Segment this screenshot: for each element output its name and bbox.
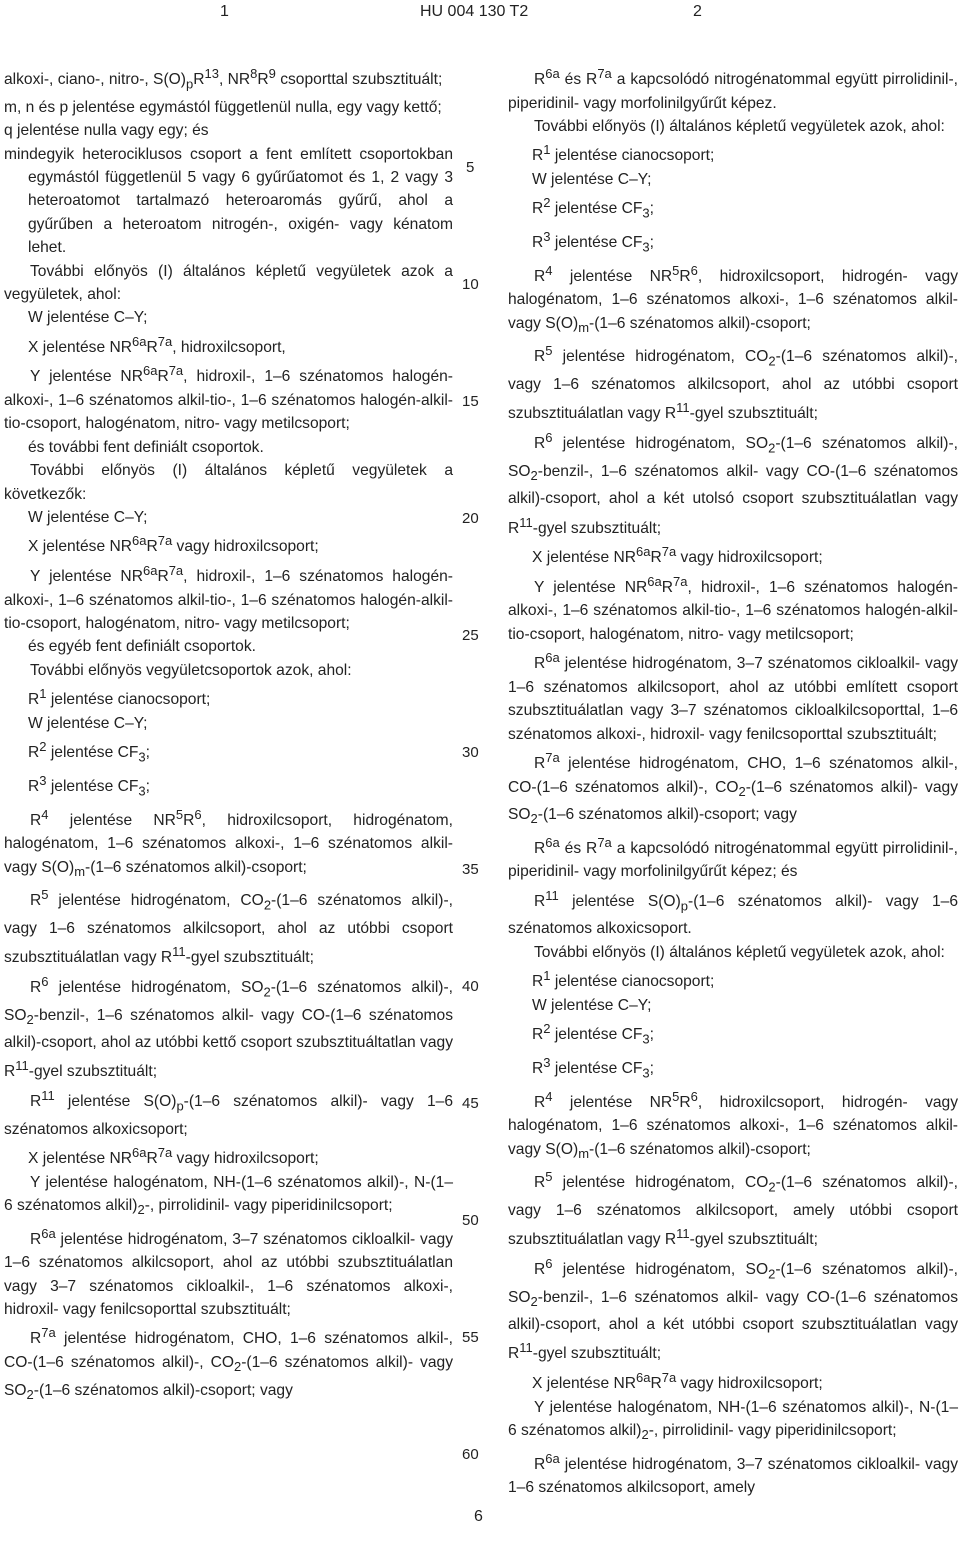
paragraph: További előnyös (I) általános képletű vegyületek azok a vegyületek, ahol: — [4, 262, 453, 303]
line-number: 45 — [462, 1094, 479, 1112]
paragraph: $R^{6a}$ jelentése hidrogénatom, 3–7 szénatomos cikloalkil- vagy 1–6 szénatomos alkilcsoport, ahol az utóbbi említett csoport szubsztituálatlan vagy 3–7 szénatomos cikloalkilcsoporttal, 1–6 szénatomos alkoxi-, hidroxil- vagy fenilcsoporttal szubsztituált; — [508, 650, 958, 743]
paragraph: $R^2$ jelentése $CF_3$; — [532, 1021, 654, 1047]
paragraph: További előnyös (I) általános képletű vegyületek a következők: — [4, 462, 453, 503]
paragraph: $R^5$ jelentése hidrogénatom, $CO_2-(1-6$ szénatomos alkil)-, vagy 1–6 szénatomos alkilcsoport, ahol az utóbbi csoport szubsztituálatlan vagy $R^{11}$-gyel szubsztituált; — [508, 343, 958, 423]
paragraph: $R^4$ jelentése $NR^5R^6$, hidroxilcsoport, hidrogén- vagy halogénatom, 1–6 szénatomos alkoxi-, 1–6 szénatomos alkil- vagy $S(O)_m-(1-6$ szénatomos alkil)-csoport; — [508, 262, 959, 335]
paragraph: További előnyös (I) általános képletű vegyületek azok, ahol: — [534, 118, 945, 135]
paragraph: Y jelentése halogénatom, NH-(1–6 szénatomos alkil)-, N-(1–6 szénatomos $alkil)_2-$, pirrolidinil- vagy piperidinilcsoport; — [4, 1173, 453, 1218]
paragraph: $R^3$ jelentése $CF_3$; — [532, 229, 654, 255]
paragraph: $R^{6a}$ és $R^{7a}$ a kapcsolódó nitrogénatommal együtt pirrolidinil-, piperidinil- vagy morfolinilgyűrűt képez. — [508, 66, 958, 112]
paragraph: $R^1$ jelentése cianocsoport; — [532, 968, 715, 991]
line-number: 50 — [462, 1211, 479, 1229]
paragraph: alkoxi-, ciano-, nitro-, $S(O)_pR^{13}$, $NR^8R^9$ csoporttal szubsztituált; — [4, 66, 443, 92]
paragraph: W jelentése C–Y; — [28, 309, 148, 327]
paragraph: mindegyik heterociklusos csoport a fent említett csoportokban egymástól függetlenül 5 vagy 6 gyűrűatomot és 1, 2 vagy 3 heteroatomot tartalmazó heteroaromás gyűrű, ahol a gyűrűben a heteroatom nitrogén-, oxigén- vagy kénatom lehet. — [4, 145, 453, 257]
paragraph: $R^3$ jelentése $CF_3$; — [28, 772, 150, 799]
line-number: 60 — [462, 1445, 479, 1463]
paragraph: X jelentése $NR^{6a}R^{7a}$ vagy hidroxilcsoport; — [28, 1145, 319, 1168]
line-number: 25 — [462, 626, 479, 644]
paragraph: X jelentése $NR^{6a}R^{7a}$ vagy hidroxilcsoport; — [532, 544, 823, 567]
paragraph: Y jelentése $NR^{6a}R^{7a}$, hidroxil-, 1–6 szénatomos halogén-alkoxi-, 1–6 szénatomos alkil-tio-, 1–6 szénatomos halogén-alkil-tio-csoport, halogénatom, nitro- vagy metilcsoport; — [508, 573, 958, 643]
paragraph: W jelentése C–Y; — [532, 171, 652, 188]
paragraph: X jelentése $NR^{6a}R^{7a}$ vagy hidroxilcsoport; — [532, 1370, 823, 1393]
paragraph: $R^{6a}$ jelentése hidrogénatom, 3–7 szénatomos cikloalkil- vagy 1–6 szénatomos alkilcsoport, ahol az utóbbi szubsztituálatlan vagy 3–7 szénatomos cikloalkil-, 1–6 szénatomos alkoxi-, hidroxil- vagy fenilcsoporttal szubsztituált; — [4, 1225, 453, 1319]
header-page-right: 2 — [693, 3, 702, 20]
paragraph: $R^6$ jelentése hidrogénatom, $SO_2-(1-6$ szénatomos alkil)-, $SO_2-benzil-$, 1–6 szénatomos alkil- vagy CO-(1–6 szénatomos alkil)-csoport, ahol a két utolsó csoport szubsztituálatlan vagy $R^{11}$-gyel szubsztituált; — [508, 430, 958, 537]
line-number: 40 — [462, 977, 479, 995]
header-page-left: 1 — [220, 3, 229, 20]
left-text-column — [4, 62, 453, 1406]
paragraph: X jelentése $NR^{6a}R^{7a}$ vagy hidroxilcsoport; — [28, 533, 319, 556]
paragraph: További előnyös vegyületcsoportok azok, ahol: — [30, 661, 352, 679]
footer-page-number: 6 — [474, 1508, 483, 1525]
paragraph: W jelentése C–Y; — [28, 508, 148, 526]
paragraph: $R^1$ jelentése cianocsoport; — [532, 142, 715, 165]
paragraph: és további fent definiált csoportok. — [28, 438, 264, 456]
line-number: 10 — [462, 275, 479, 293]
paragraph: $R^{7a}$ jelentése hidrogénatom, CHO, 1–6 szénatomos alkil-, CO-(1–6 szénatomos alkil)-, $CO_2-(1-6$ szénatomos alkil)- vagy $SO_2-(1-6$ szénatomos alkil)-csoport; vagy — [508, 750, 958, 827]
paragraph: $R^6$ jelentése hidrogénatom, $SO_2-(1-6$ szénatomos alkil)-, $SO_2-benzil-$, 1–6 szénatomos alkil- vagy CO-(1–6 szénatomos alkil)-csoport, ahol az utóbbi kettő csoport szubsztituáltatlan vagy $R^{11}$-gyel szubsztituált; — [4, 973, 453, 1081]
paragraph: q jelentése nulla vagy egy; és — [4, 122, 209, 140]
paragraph: $R^{11}$ jelentése $S(O)_p-(1-6$ szénatomos alkil)- vagy 1–6 szénatomos alkoxicsoport. — [508, 887, 958, 938]
paragraph: $R^1$ jelentése cianocsoport; — [28, 686, 211, 709]
header-document-id: HU 004 130 T2 — [420, 3, 529, 20]
line-number: 15 — [462, 392, 479, 410]
paragraph: W jelentése C–Y; — [532, 996, 652, 1014]
paragraph: Y jelentése $NR^{6a}R^{7a}$, hidroxil-, 1–6 szénatomos halogén-alkoxi-, 1–6 szénatomos alkil-tio-, 1–6 szénatomos halogén-alkil-tio-csoport, halogénatom, nitro- vagy metilcsoport; — [4, 363, 454, 433]
paragraph: $R^2$ jelentése $CF_3$; — [532, 195, 654, 221]
paragraph: és egyéb fent definiált csoportok. — [28, 638, 256, 656]
line-number: 35 — [462, 860, 479, 878]
paragraph: $R^3$ jelentése $CF_3$; — [532, 1054, 654, 1081]
line-number: 30 — [462, 743, 479, 761]
paragraph: $R^6$ jelentése hidrogénatom, $SO_2-(1-6$ szénatomos alkil)-, $SO_2-benzil-$, 1–6 szénatomos alkil- vagy CO-(1–6 szénatomos alkil)-csoport, ahol a két utóbbi csoport szubsztituálatlan vagy $R^{11}$-gyel szubsztituált; — [508, 1255, 958, 1363]
paragraph: Y jelentése $NR^{6a}R^{7a}$, hidroxil-, 1–6 szénatomos halogén-alkoxi-, 1–6 szénatomos alkil-tio-, 1–6 szénatomos halogén-alkil-tio-csoport, halogénatom, nitro- vagy metilcsoport; — [4, 562, 454, 632]
right-text-column — [508, 62, 958, 1500]
paragraph: $R^5$ jelentése hidrogénatom, $CO_2-(1-6$ szénatomos alkil)-, vagy 1–6 szénatomos alkilcsoport, ahol az utóbbi csoport szubsztituálatlan vagy $R^{11}$-gyel szubsztituált; — [4, 887, 453, 967]
paragraph: $R^4$ jelentése $NR^5R^6$, hidroxilcsoport, hidrogénatom, halogénatom, 1–6 szénatomos alkoxi-, 1–6 szénatomos alkil- vagy $S(O)_m-(1-6$ szénatomos alkil)-csoport; — [4, 806, 453, 879]
page-footer — [474, 1508, 483, 1526]
line-number: 55 — [462, 1328, 479, 1346]
paragraph: m, n és p jelentése egymástól függetlenül nulla, egy vagy kettő; — [4, 98, 442, 116]
paragraph: $R^{6a}$ jelentése hidrogénatom, 3–7 szénatomos cikloalkil- vagy 1–6 szénatomos alkilcsoport, amely — [508, 1450, 958, 1497]
paragraph: $R^4$ jelentése $NR^5R^6$, hidroxilcsoport, hidrogén- vagy halogénatom, 1–6 szénatomos alkoxi-, 1–6 szénatomos alkil- vagy $S(O)_m-(1-6$ szénatomos alkil)-csoport; — [508, 1088, 959, 1161]
paragraph: $R^{11}$ jelentése $S(O)_p-(1-6$ szénatomos alkil)- vagy 1–6 szénatomos alkoxicsoport; — [4, 1088, 453, 1138]
paragraph: $R^2$ jelentése $CF_3$; — [28, 739, 150, 765]
paragraph: $R^5$ jelentése hidrogénatom, $CO_2-(1-6$ szénatomos alkil)-, vagy 1–6 szénatomos alkilcsoport, amely utóbbi csoport szubsztituálatlan vagy $R^{11}$-gyel szubsztituált; — [508, 1169, 958, 1249]
line-number: 5 — [466, 158, 475, 176]
page-header — [0, 0, 960, 30]
paragraph: Y jelentése halogénatom, NH-(1–6 szénatomos alkil)-, N-(1–6 szénatomos $alkil)_2-$, pirrolidinil- vagy piperidinilcsoport; — [508, 1398, 958, 1443]
paragraph: $R^{6a}$ és $R^{7a}$ a kapcsolódó nitrogénatommal együtt pirrolidinil-, piperidinil- vagy morfolinilgyűrűt képez; és — [508, 834, 958, 881]
paragraph: X jelentése $NR^{6a}R^{7a}$, hidroxilcsoport, — [28, 333, 286, 356]
paragraph: További előnyös (I) általános képletű vegyületek azok, ahol: — [534, 943, 945, 961]
line-number: 20 — [462, 509, 479, 527]
paragraph: W jelentése C–Y; — [28, 714, 148, 732]
paragraph: $R^{7a}$ jelentése hidrogénatom, CHO, 1–6 szénatomos alkil-, CO-(1–6 szénatomos alkil)-, $CO_2-(1-6$ szénatomos alkil)- vagy $SO_2-(1-6$ szénatomos alkil)-csoport; vagy — [4, 1325, 453, 1402]
